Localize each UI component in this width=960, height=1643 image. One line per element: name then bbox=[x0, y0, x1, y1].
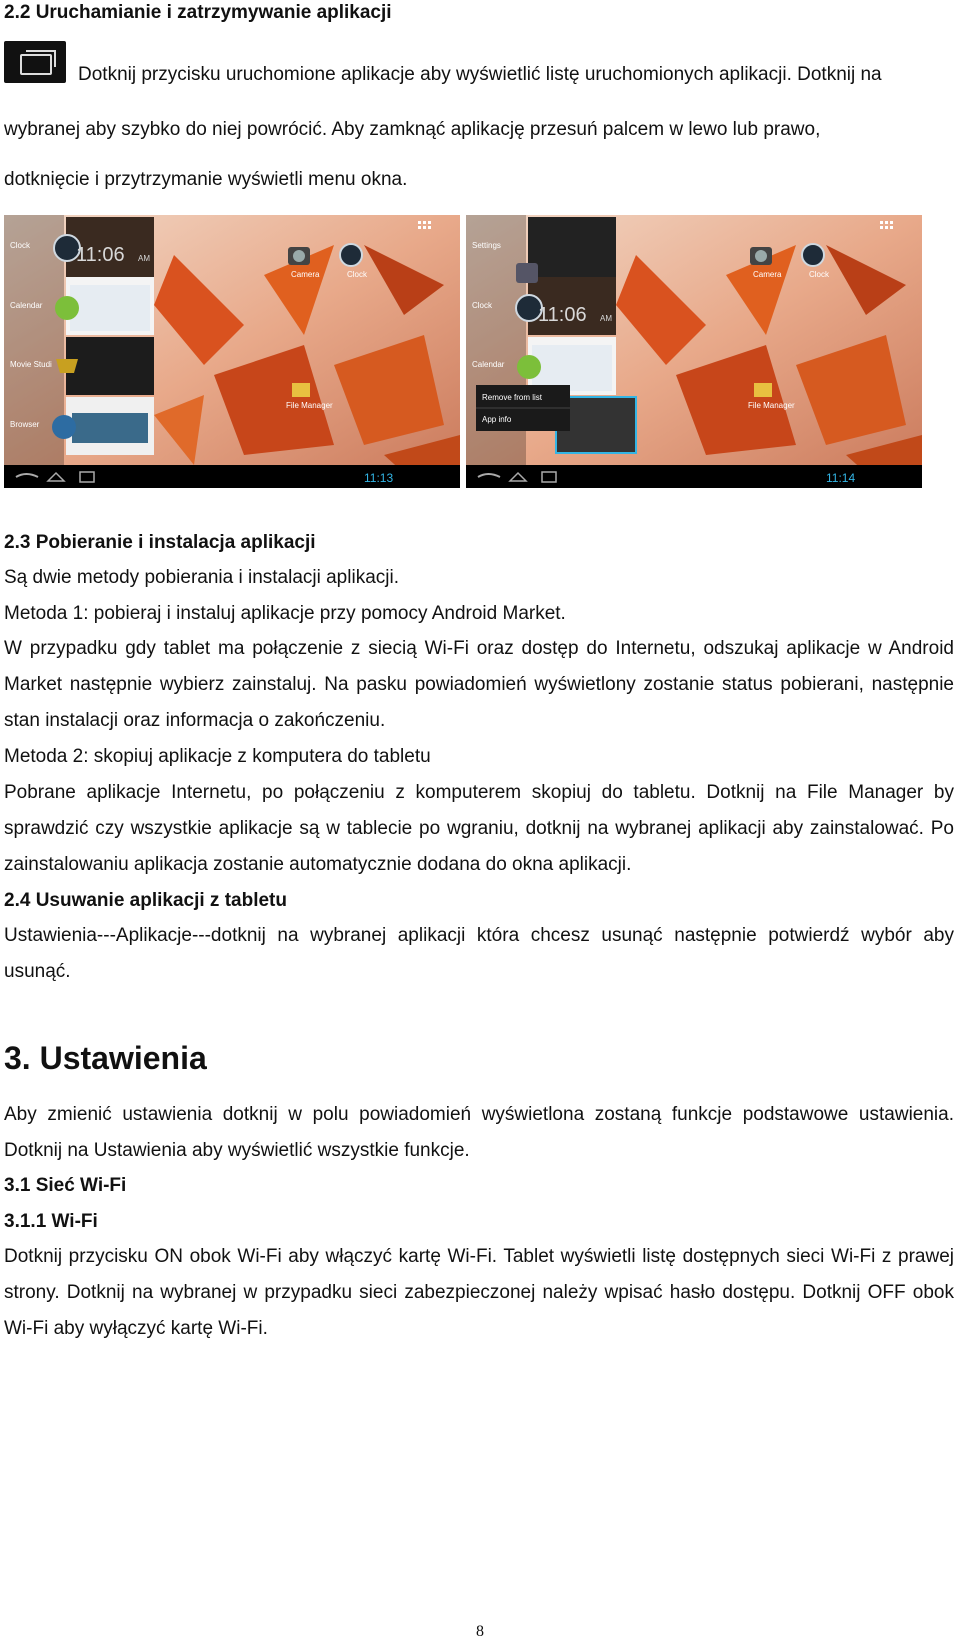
section-2-4-heading: 2.4 Usuwanie aplikacji z tabletu bbox=[4, 890, 287, 911]
section-2-3-p4: Metoda 2: skopiuj aplikacje z komputera do tabletu bbox=[4, 746, 431, 767]
svg-text:Clock: Clock bbox=[809, 270, 830, 279]
svg-text:11:06: 11:06 bbox=[538, 304, 587, 326]
section-2-3-p3: W przypadku gdy tablet ma połączenie z siecią Wi-Fi oraz dostęp do Internetu, odszukaj aplikacje w Android Market następnie wybierz zainstaluj. Na pasku powiadomień wyświetlony zostanie status pobierani, następnie stan instalacji oraz informacja o zakończeniu. bbox=[4, 638, 954, 731]
app-label-movie-studio: Movie Studi bbox=[10, 360, 52, 369]
svg-text:File Manager: File Manager bbox=[286, 401, 333, 410]
section-3-p1: Aby zmienić ustawienia dotknij w polu powiadomień wyświetlona zostaną funkcje podstawowe ustawienia. Dotknij na Ustawienia aby wyświetlić wszystkie funkcje. bbox=[4, 1104, 954, 1161]
app-label-clock: Clock bbox=[10, 241, 31, 250]
section-2-2-line3: dotknięcie i przytrzymanie wyświetli menu okna. bbox=[4, 169, 408, 190]
section-2-2-line1: Dotknij przycisku uruchomione aplikacje aby wyświetlić listę uruchomionych aplikacji. Dotknij na bbox=[78, 64, 882, 85]
section-2-4-p1: Ustawienia---Aplikacje---dotknij na wybranej aplikacji która chcesz usunąć następnie potwierdź wybór aby usunąć. bbox=[4, 925, 954, 982]
svg-text:AM: AM bbox=[138, 254, 150, 263]
svg-text:File Manager: File Manager bbox=[748, 401, 795, 410]
menu-app-info[interactable]: App info bbox=[482, 415, 512, 424]
recent-apps-icon bbox=[4, 41, 66, 83]
status-time: 11:14 bbox=[826, 471, 856, 485]
status-time: 11:13 bbox=[364, 471, 394, 485]
app-label-calendar: Calendar bbox=[10, 301, 43, 310]
svg-text:Camera: Camera bbox=[753, 270, 782, 279]
section-2-3-p1: Są dwie metody pobierania i instalacji aplikacji. bbox=[4, 567, 399, 588]
app-label-calendar: Calendar bbox=[472, 360, 505, 369]
section-3-1-1-p1: Dotknij przycisku ON obok Wi-Fi aby włączyć kartę Wi-Fi. Tablet wyświetli listę dostępnych sieci Wi-Fi z prawej strony. Dotknij na wybranej w przypadku sieci zabezpieczonej należy wpisać hasło dostępu. Dotknij OFF obok Wi-Fi aby wyłączyć kartę Wi-Fi. bbox=[4, 1246, 954, 1339]
svg-text:Camera: Camera bbox=[291, 270, 320, 279]
app-label-clock: Clock bbox=[472, 301, 493, 310]
section-3-heading: 3. Ustawienia bbox=[4, 1040, 207, 1076]
app-label-browser: Browser bbox=[10, 420, 40, 429]
svg-text:AM: AM bbox=[600, 314, 612, 323]
section-2-2-line2: wybranej aby szybko do niej powrócić. Aby zamknąć aplikację przesuń palcem w lewo lub prawo, bbox=[4, 119, 821, 140]
menu-remove-from-list[interactable]: Remove from list bbox=[482, 393, 543, 402]
section-2-3-p2: Metoda 1: pobieraj i instaluj aplikacje przy pomocy Android Market. bbox=[4, 603, 566, 624]
clock-time: 11:06 bbox=[76, 244, 125, 266]
section-2-3-heading: 2.3 Pobieranie i instalacja aplikacji bbox=[4, 532, 316, 553]
screenshot-recent-apps bbox=[4, 215, 460, 488]
app-label-settings: Settings bbox=[472, 241, 501, 250]
page-number: 8 bbox=[476, 1623, 484, 1640]
svg-text:Clock: Clock bbox=[347, 270, 368, 279]
screenshot-app-menu bbox=[466, 215, 922, 488]
section-2-3-p5: Pobrane aplikacje Internetu, po połączeniu z komputerem skopiuj do tabletu. Dotknij na File Manager by sprawdzić czy wszystkie aplikacje są w tablecie po wgraniu, dotknij na wybranej aplikacji aby zainstalować. Po zainstalowaniu aplikacja zostanie automatycznie dodana do okna aplikacji. bbox=[4, 782, 954, 875]
section-3-1-1-heading: 3.1.1 Wi-Fi bbox=[4, 1211, 98, 1232]
section-3-1-heading: 3.1 Sieć Wi-Fi bbox=[4, 1175, 127, 1196]
section-2-2-heading: 2.2 Uruchamianie i zatrzymywanie aplikacji bbox=[4, 2, 392, 23]
